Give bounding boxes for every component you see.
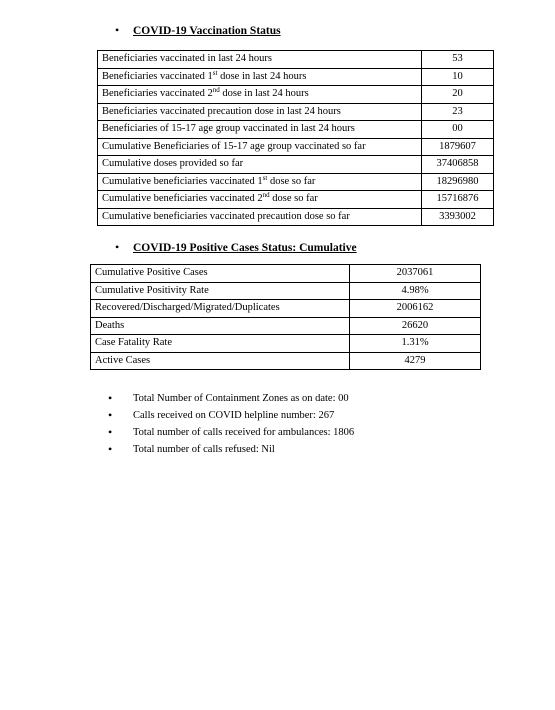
ordinal-suffix: nd [262, 191, 270, 200]
cases-label: Deaths [91, 317, 350, 335]
vaccination-row [98, 68, 494, 86]
cases-row [91, 282, 481, 300]
vaccination-value: 10 [422, 68, 494, 86]
ordinal-suffix: nd [212, 86, 220, 95]
bullet-dot: • [108, 391, 113, 405]
vaccination-value: 15716876 [422, 191, 494, 209]
summary-text: Total Number of Containment Zones as on date: 00 [133, 393, 349, 404]
label-text: dose so far [267, 175, 316, 187]
cases-label: Case Fatality Rate [91, 335, 350, 353]
vaccination-value: 37406858 [422, 156, 494, 174]
cases-row [91, 335, 481, 353]
cases-label: Active Cases [91, 352, 350, 370]
vaccination-row [98, 86, 494, 104]
vaccination-row [98, 51, 494, 69]
label-text: dose so far [269, 193, 318, 205]
label-text: Beneficiaries vaccinated 1 [102, 70, 213, 82]
label-text: Beneficiaries vaccinated in last 24 hours [102, 53, 272, 65]
vaccination-value: 53 [422, 51, 494, 69]
label-text: Cumulative beneficiaries vaccinated 1 [102, 175, 263, 187]
cases-row [91, 265, 481, 283]
section-bullet-vaccination: • [115, 23, 120, 37]
cases-value: 26620 [350, 317, 481, 335]
cases-row [91, 352, 481, 370]
ordinal-suffix: st [212, 68, 218, 77]
vaccination-label [98, 103, 422, 121]
vaccination-heading: COVID-19 Vaccination Status [133, 25, 281, 37]
vaccination-label [98, 51, 422, 69]
vaccination-row [98, 208, 494, 226]
vaccination-row [98, 173, 494, 191]
cases-label: Cumulative Positivity Rate [91, 282, 350, 300]
label-text: dose in last 24 hours [217, 70, 307, 82]
vaccination-table [97, 50, 494, 226]
vaccination-label [98, 68, 422, 86]
vaccination-label [98, 156, 422, 174]
vaccination-row [98, 156, 494, 174]
label-text: Beneficiaries vaccinated 2 [102, 88, 213, 100]
vaccination-value: 18296980 [422, 173, 494, 191]
label-text: Cumulative beneficiaries vaccinated 2 [102, 193, 263, 205]
cases-value: 2037061 [350, 265, 481, 283]
label-text: Cumulative beneficiaries vaccinated precaution dose so far [102, 210, 350, 222]
cases-value: 2006162 [350, 300, 481, 318]
cases-table [90, 264, 481, 370]
cases-label: Cumulative Positive Cases [91, 265, 350, 283]
label-text: Cumulative Beneficiaries of 15-17 age group vaccinated so far [102, 140, 366, 152]
vaccination-row [98, 138, 494, 156]
cases-value: 4.98% [350, 282, 481, 300]
summary-text: Calls received on COVID helpline number: 267 [133, 410, 335, 421]
summary-item [108, 407, 354, 424]
label-text: Cumulative doses provided so far [102, 158, 244, 170]
vaccination-row [98, 121, 494, 139]
section-bullet-cases: • [115, 240, 120, 254]
summary-list [108, 390, 354, 458]
vaccination-label [98, 86, 422, 104]
vaccination-label [98, 208, 422, 226]
vaccination-label [98, 138, 422, 156]
summary-item [108, 424, 354, 441]
cases-heading: COVID-19 Positive Cases Status: Cumulative [133, 242, 357, 254]
cases-row [91, 317, 481, 335]
label-text: dose in last 24 hours [219, 88, 309, 100]
label-text: Beneficiaries of 15-17 age group vaccinated in last 24 hours [102, 123, 355, 135]
vaccination-label [98, 173, 422, 191]
summary-item [108, 441, 354, 458]
cases-value: 4279 [350, 352, 481, 370]
label-text: Beneficiaries vaccinated precaution dose in last 24 hours [102, 105, 341, 117]
summary-text: Total number of calls received for ambulances: 1806 [133, 427, 355, 438]
vaccination-value: 23 [422, 103, 494, 121]
vaccination-row [98, 103, 494, 121]
cases-value: 1.31% [350, 335, 481, 353]
vaccination-value: 1879607 [422, 138, 494, 156]
cases-row [91, 300, 481, 318]
vaccination-label [98, 191, 422, 209]
summary-item [108, 390, 354, 407]
vaccination-value: 3393002 [422, 208, 494, 226]
bullet-dot: • [108, 408, 113, 422]
vaccination-value: 00 [422, 121, 494, 139]
vaccination-label [98, 121, 422, 139]
cases-label: Recovered/Discharged/Migrated/Duplicates [91, 300, 350, 318]
ordinal-suffix: st [262, 173, 268, 182]
bullet-dot: • [108, 442, 113, 456]
vaccination-row [98, 191, 494, 209]
summary-text: Total number of calls refused: Nil [133, 444, 275, 455]
vaccination-value: 20 [422, 86, 494, 104]
bullet-dot: • [108, 425, 113, 439]
